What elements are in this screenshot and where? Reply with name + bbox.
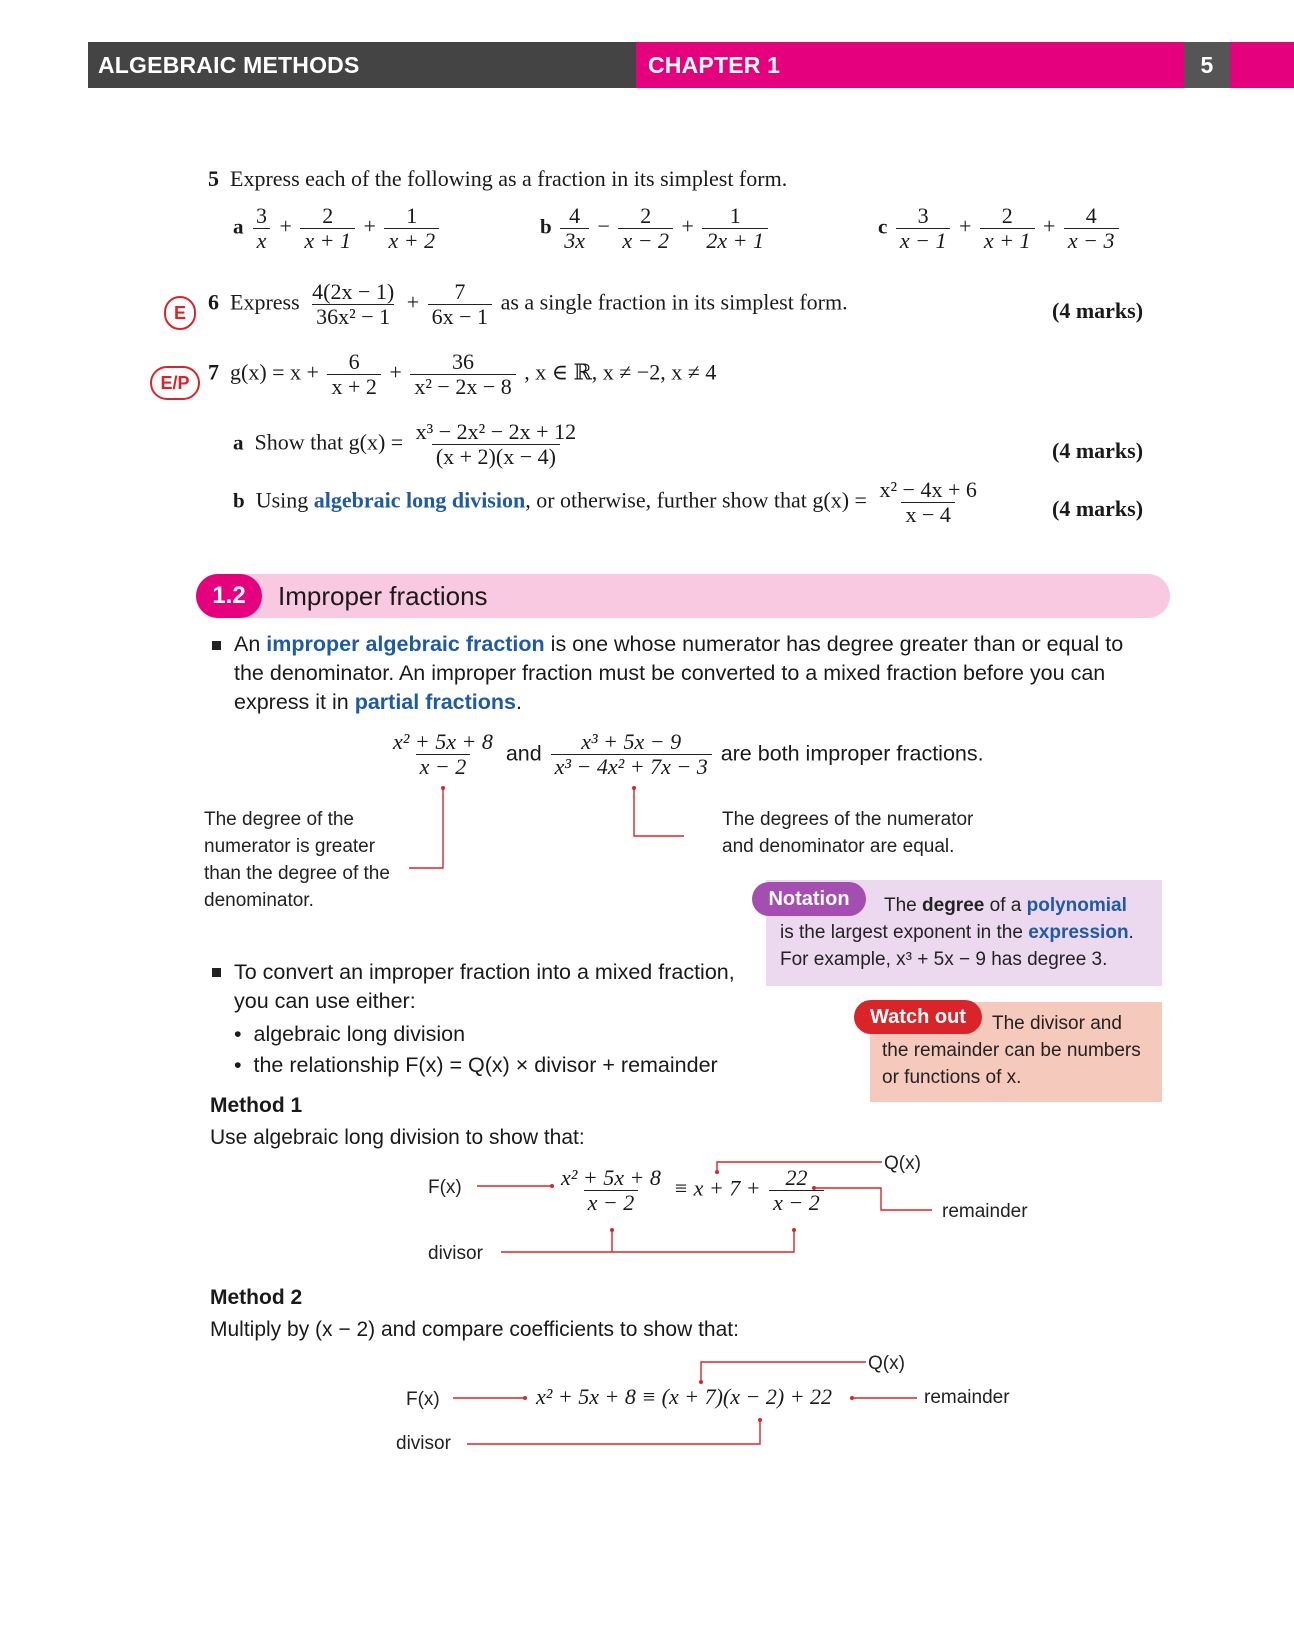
fraction: $\frac{3}{x}$ [252, 204, 271, 253]
fraction: $\frac{1}{x + 2}$ [384, 204, 439, 253]
notation-line-1: The degree of a polynomial [884, 895, 1127, 916]
annotation-right: The degrees of the numerator and denominator are equal. [722, 809, 974, 857]
part-label: b [540, 214, 552, 239]
conversion-methods-list [234, 1020, 718, 1080]
section-number: 1.2 [196, 574, 262, 618]
question-number: 5 [208, 166, 219, 191]
question-6: 6 Express $\frac{4(2x - 1)}{\text{36x² − 1}}$ + $\frac{7}{6x - 1}$ as a single fraction in its simplest form. [208, 279, 848, 330]
improper-fraction-examples: $\frac{\text{x² + 5x + 8}}{x - 2}$ and $\frac{\text{x³ + 5x − 9}}{\text{x³ − 4x² + 7x − 3}}$ are both improper fractions. [386, 730, 984, 779]
exam-badge-e: E [164, 296, 196, 330]
question-5c: c $\frac{3}{x - 1}$ + $\frac{2}{x + 1}$ + $\frac{4}{x - 3}$ [878, 204, 1122, 253]
method-1-text: Use algebraic long division to show that: [210, 1126, 585, 1149]
question-number: 7 [208, 359, 219, 385]
long-division-identity: $\frac{\text{x² + 5x + 8}}{x - 2}$ ≡ x + 7 + $\frac{22}{x - 2}$ [554, 1166, 827, 1215]
method-1-title: Method 1 [210, 1094, 303, 1117]
label-remainder: remainder [924, 1387, 1010, 1408]
watchout-label: Watch out [854, 1000, 982, 1034]
fraction: $\frac{4}{x - 3}$ [1064, 204, 1119, 253]
marks: (4 marks) [1052, 298, 1144, 323]
label-divisor: divisor [396, 1433, 451, 1454]
question-7b: b Using algebraic long division, or otherwise, further show that g(x) = $\frac{\text{x² − 4x + 6}}{x - 4}$ [233, 478, 984, 527]
fraction: $\frac{2}{x + 1}$ [980, 204, 1035, 253]
notation-line-2: is the largest exponent in the expression. [780, 922, 1134, 943]
fraction: $\frac{\text{x² − 4x + 6}}{x - 4}$ [879, 477, 977, 528]
fraction: $\frac{\text{x² + 5x + 8}}{x - 2}$ [393, 729, 493, 780]
fraction: $\frac{3}{x - 1}$ [896, 204, 951, 253]
chapter-label: CHAPTER 1 [648, 52, 781, 78]
marks: (4 marks) [1052, 496, 1144, 521]
glossary-link[interactable]: partial fractions [354, 690, 516, 714]
watchout-line-2: the remainder can be numbers [882, 1040, 1141, 1061]
definition-paragraph: An improper algebraic fraction is one whose numerator has degree greater than or equal to the denominator. An improper fraction must be converted to a mixed fraction before you can express it in partial fractions. [234, 632, 1124, 714]
part-label: a [233, 430, 244, 455]
question-number: 6 [208, 289, 219, 315]
notation-line-3: For example, x³ + 5x − 9 has degree 3. [780, 949, 1108, 970]
watchout-line-1: The divisor and [992, 1013, 1122, 1034]
fraction: $\frac{\text{x³ + 5x − 9}}{\text{x³ − 4x² + 7x − 3}}$ [551, 730, 712, 779]
glossary-link[interactable]: improper algebraic fraction [266, 632, 545, 656]
coefficient-identity: x² + 5x + 8 ≡ (x + 7)(x − 2) + 22 [536, 1384, 833, 1409]
question-5a: a $\frac{3}{x}$ + $\frac{2}{x + 1}$ + $\frac{1}{x + 2}$ [233, 204, 442, 253]
fraction: $\frac{4}{3x}$ [560, 204, 589, 253]
fraction: $\frac{\text{x² + 5x + 8}}{x - 2}$ [561, 1165, 661, 1216]
label-fx: F(x) [406, 1389, 440, 1410]
fraction: $\frac{1}{2x + 1}$ [702, 204, 768, 253]
fraction: $\frac{\text{x³ − 2x² − 2x + 12}}{(x + 2)(x - 4)}$ [415, 419, 577, 470]
method-2-text: Multiply by (x − 2) and compare coefficients to show that: [210, 1318, 739, 1341]
header-title: ALGEBRAIC METHODS [98, 52, 360, 78]
question-text: Express each of the following as a fraction in its simplest form. [230, 166, 788, 191]
glossary-link[interactable]: polynomial [1026, 895, 1127, 916]
fraction: $\frac{2}{x + 1}$ [300, 204, 355, 253]
part-label: a [233, 214, 244, 239]
part-label: c [878, 214, 888, 239]
fraction: $\frac{6}{x + 2}$ [327, 350, 380, 399]
part-label: b [233, 488, 245, 513]
label-divisor: divisor [428, 1243, 483, 1264]
fraction: $\frac{2}{x - 2}$ [618, 204, 673, 253]
watchout-line-3: or functions of x. [882, 1067, 1022, 1088]
label-fx: F(x) [428, 1177, 462, 1198]
bullet-icon [212, 968, 221, 977]
label-remainder: remainder [942, 1201, 1028, 1222]
label-qx: Q(x) [868, 1353, 905, 1374]
list-item: • the relationship F(x) = Q(x) × divisor + remainder [234, 1053, 718, 1077]
list-item: • algebraic long division [234, 1022, 466, 1046]
exam-badge-ep: E/P [150, 366, 200, 400]
fraction: $\frac{22}{x - 2}$ [769, 1166, 824, 1215]
question-7a: a Show that g(x) = $\frac{\text{x³ − 2x² − 2x + 12}}{(x + 2)(x - 4)}$ [233, 420, 583, 469]
question-7: 7 g(x) = x + $\frac{6}{x + 2}$ + $\frac{36}{\text{x² − 2x − 8}}$ , x ∈ ℝ, x ≠ −2, x ≠ 4 [208, 349, 717, 400]
label-qx: Q(x) [884, 1153, 921, 1174]
question-5b: b $\frac{4}{3x}$ − $\frac{2}{x - 2}$ + $\frac{1}{2x + 1}$ [540, 204, 771, 253]
section-title: Improper fractions [278, 581, 488, 611]
conversion-paragraph: To convert an improper fraction into a mixed fraction, you can use either: [234, 960, 735, 1013]
method-2-title: Method 2 [210, 1286, 303, 1309]
annotation-left: The degree of the numerator is greater than the degree of the denominator. [204, 809, 390, 911]
marks: (4 marks) [1052, 438, 1144, 463]
notation-label: Notation [752, 882, 866, 916]
page-number: 5 [1200, 52, 1214, 78]
fraction: $\frac{36}{\text{x² − 2x − 8}}$ [410, 350, 515, 399]
glossary-link[interactable]: expression [1028, 922, 1129, 943]
fraction: $\frac{7}{6x - 1}$ [428, 280, 492, 329]
fraction: $\frac{4(2x - 1)}{\text{36x² − 1}}$ [312, 279, 395, 330]
glossary-link[interactable]: algebraic long division [313, 487, 526, 513]
